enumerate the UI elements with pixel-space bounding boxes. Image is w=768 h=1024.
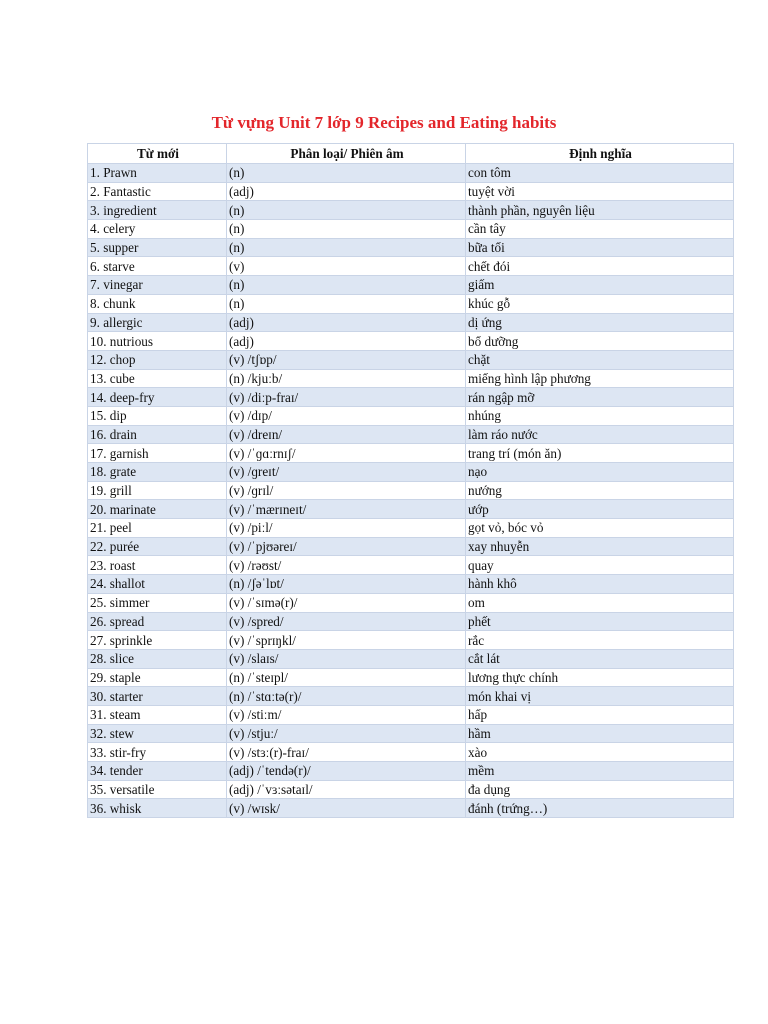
word-class-cell: (v) /dɪp/ <box>227 406 466 425</box>
definition-cell: bữa tối <box>466 238 734 257</box>
word-class-cell: (v) /dreɪn/ <box>227 425 466 444</box>
word-cell: 14. deep-fry <box>88 388 227 407</box>
word-cell: 35. versatile <box>88 780 227 799</box>
table-row <box>88 425 734 444</box>
page-title: Từ vựng Unit 7 lớp 9 Recipes and Eating habits <box>211 113 557 132</box>
word-class-cell: (v) /diːp-fraɪ/ <box>227 388 466 407</box>
word-class-cell: (v) /ˈmærɪneɪt/ <box>227 500 466 519</box>
table-row <box>88 687 734 706</box>
definition-cell: lương thực chính <box>466 668 734 687</box>
word-class-cell: (n) <box>227 276 466 295</box>
table-row <box>88 463 734 482</box>
word-class-cell: (v) /ˈsprɪŋkl/ <box>227 631 466 650</box>
table-row <box>88 294 734 313</box>
table-row <box>88 612 734 631</box>
definition-cell: cắt lát <box>466 649 734 668</box>
table-body <box>88 164 734 818</box>
word-cell: 15. dip <box>88 406 227 425</box>
table-row <box>88 182 734 201</box>
word-cell: 1. Prawn <box>88 164 227 183</box>
word-class-cell: (v) /piːl/ <box>227 519 466 538</box>
word-cell: 4. celery <box>88 220 227 239</box>
header-word-class-phonetic: Phân loại/ Phiên âm <box>227 144 466 164</box>
definition-cell: chết đói <box>466 257 734 276</box>
word-cell: 33. stir-fry <box>88 743 227 762</box>
table-row <box>88 575 734 594</box>
word-class-cell: (v) /stɜː(r)-fraɪ/ <box>227 743 466 762</box>
definition-cell: thành phần, nguyên liệu <box>466 201 734 220</box>
table-row <box>88 780 734 799</box>
word-class-cell: (n) /kjuːb/ <box>227 369 466 388</box>
word-cell: 16. drain <box>88 425 227 444</box>
definition-cell: làm ráo nước <box>466 425 734 444</box>
table-row <box>88 743 734 762</box>
word-class-cell: (adj) /ˈvɜːsətaɪl/ <box>227 780 466 799</box>
table-row <box>88 537 734 556</box>
word-class-cell: (v) /slaɪs/ <box>227 649 466 668</box>
table-row <box>88 593 734 612</box>
word-class-cell: (v) /tʃɒp/ <box>227 350 466 369</box>
word-class-cell: (v) /rəʊst/ <box>227 556 466 575</box>
definition-cell: hành khô <box>466 575 734 594</box>
definition-cell: hấp <box>466 705 734 724</box>
table-row <box>88 799 734 818</box>
definition-cell: quay <box>466 556 734 575</box>
word-cell: 5. supper <box>88 238 227 257</box>
word-cell: 27. sprinkle <box>88 631 227 650</box>
word-cell: 22. purée <box>88 537 227 556</box>
definition-cell: nhúng <box>466 406 734 425</box>
table-row <box>88 649 734 668</box>
definition-cell: rắc <box>466 631 734 650</box>
word-cell: 32. stew <box>88 724 227 743</box>
word-cell: 36. whisk <box>88 799 227 818</box>
word-cell: 31. steam <box>88 705 227 724</box>
word-class-cell: (v) /stiːm/ <box>227 705 466 724</box>
table-header-row <box>88 144 734 164</box>
table-row <box>88 350 734 369</box>
table-row <box>88 313 734 332</box>
header-definition: Định nghĩa <box>466 144 734 164</box>
word-cell: 28. slice <box>88 649 227 668</box>
definition-cell: gọt vỏ, bóc vỏ <box>466 519 734 538</box>
word-cell: 25. simmer <box>88 593 227 612</box>
table-row <box>88 388 734 407</box>
definition-cell: xay nhuyễn <box>466 537 734 556</box>
table-row <box>88 238 734 257</box>
word-cell: 6. starve <box>88 257 227 276</box>
word-class-cell: (n) <box>227 294 466 313</box>
table-row <box>88 481 734 500</box>
word-class-cell: (v) /ˈɡɑːrnɪʃ/ <box>227 444 466 463</box>
word-cell: 26. spread <box>88 612 227 631</box>
definition-cell: om <box>466 593 734 612</box>
definition-cell: nạo <box>466 463 734 482</box>
table-row <box>88 519 734 538</box>
word-cell: 3. ingredient <box>88 201 227 220</box>
definition-cell: tuyệt vời <box>466 182 734 201</box>
definition-cell: rán ngập mỡ <box>466 388 734 407</box>
word-cell: 29. staple <box>88 668 227 687</box>
definition-cell: trang trí (món ăn) <box>466 444 734 463</box>
word-cell: 8. chunk <box>88 294 227 313</box>
definition-cell: bổ dưỡng <box>466 332 734 351</box>
word-cell: 23. roast <box>88 556 227 575</box>
word-cell: 21. peel <box>88 519 227 538</box>
table-row <box>88 201 734 220</box>
definition-cell: đánh (trứng…) <box>466 799 734 818</box>
word-class-cell: (v) /ɡrɪl/ <box>227 481 466 500</box>
definition-cell: đa dụng <box>466 780 734 799</box>
word-class-cell: (v) /spred/ <box>227 612 466 631</box>
definition-cell: món khai vị <box>466 687 734 706</box>
word-cell: 30. starter <box>88 687 227 706</box>
table-row <box>88 705 734 724</box>
definition-cell: con tôm <box>466 164 734 183</box>
table-row <box>88 762 734 781</box>
word-class-cell: (v) /ˈpjʊəreɪ/ <box>227 537 466 556</box>
definition-cell: giấm <box>466 276 734 295</box>
table-row <box>88 631 734 650</box>
definition-cell: hầm <box>466 724 734 743</box>
word-class-cell: (v) /wɪsk/ <box>227 799 466 818</box>
table-row <box>88 444 734 463</box>
definition-cell: cần tây <box>466 220 734 239</box>
definition-cell: miếng hình lập phương <box>466 369 734 388</box>
definition-cell: dị ứng <box>466 313 734 332</box>
definition-cell: chặt <box>466 350 734 369</box>
definition-cell: nướng <box>466 481 734 500</box>
table-row <box>88 276 734 295</box>
vocabulary-table <box>87 143 734 818</box>
word-cell: 17. garnish <box>88 444 227 463</box>
word-class-cell: (v) <box>227 257 466 276</box>
word-class-cell: (n) <box>227 201 466 220</box>
table-row <box>88 668 734 687</box>
table-row <box>88 220 734 239</box>
word-class-cell: (n) <box>227 238 466 257</box>
word-class-cell: (adj) <box>227 313 466 332</box>
table-row <box>88 369 734 388</box>
word-cell: 7. vinegar <box>88 276 227 295</box>
definition-cell: phết <box>466 612 734 631</box>
word-cell: 34. tender <box>88 762 227 781</box>
definition-cell: khúc gỗ <box>466 294 734 313</box>
word-class-cell: (adj) /ˈtendə(r)/ <box>227 762 466 781</box>
word-class-cell: (v) /ˈsɪmə(r)/ <box>227 593 466 612</box>
word-class-cell: (n) /ˈstɑːtə(r)/ <box>227 687 466 706</box>
word-class-cell: (n) <box>227 220 466 239</box>
word-class-cell: (n) <box>227 164 466 183</box>
word-class-cell: (v) /stjuː/ <box>227 724 466 743</box>
word-cell: 19. grill <box>88 481 227 500</box>
word-cell: 12. chop <box>88 350 227 369</box>
word-class-cell: (v) /ɡreɪt/ <box>227 463 466 482</box>
table-row <box>88 556 734 575</box>
word-class-cell: (n) /ʃəˈlɒt/ <box>227 575 466 594</box>
table-row <box>88 406 734 425</box>
word-class-cell: (n) /ˈsteɪpl/ <box>227 668 466 687</box>
definition-cell: mềm <box>466 762 734 781</box>
word-cell: 24. shallot <box>88 575 227 594</box>
table-row <box>88 500 734 519</box>
word-class-cell: (adj) <box>227 332 466 351</box>
definition-cell: xào <box>466 743 734 762</box>
word-cell: 13. cube <box>88 369 227 388</box>
table-row <box>88 724 734 743</box>
word-cell: 10. nutrious <box>88 332 227 351</box>
definition-cell: ướp <box>466 500 734 519</box>
word-cell: 20. marinate <box>88 500 227 519</box>
header-new-word: Từ mới <box>88 144 227 164</box>
word-cell: 18. grate <box>88 463 227 482</box>
table-row <box>88 257 734 276</box>
table-row <box>88 332 734 351</box>
table-row <box>88 164 734 183</box>
word-cell: 2. Fantastic <box>88 182 227 201</box>
word-class-cell: (adj) <box>227 182 466 201</box>
word-cell: 9. allergic <box>88 313 227 332</box>
